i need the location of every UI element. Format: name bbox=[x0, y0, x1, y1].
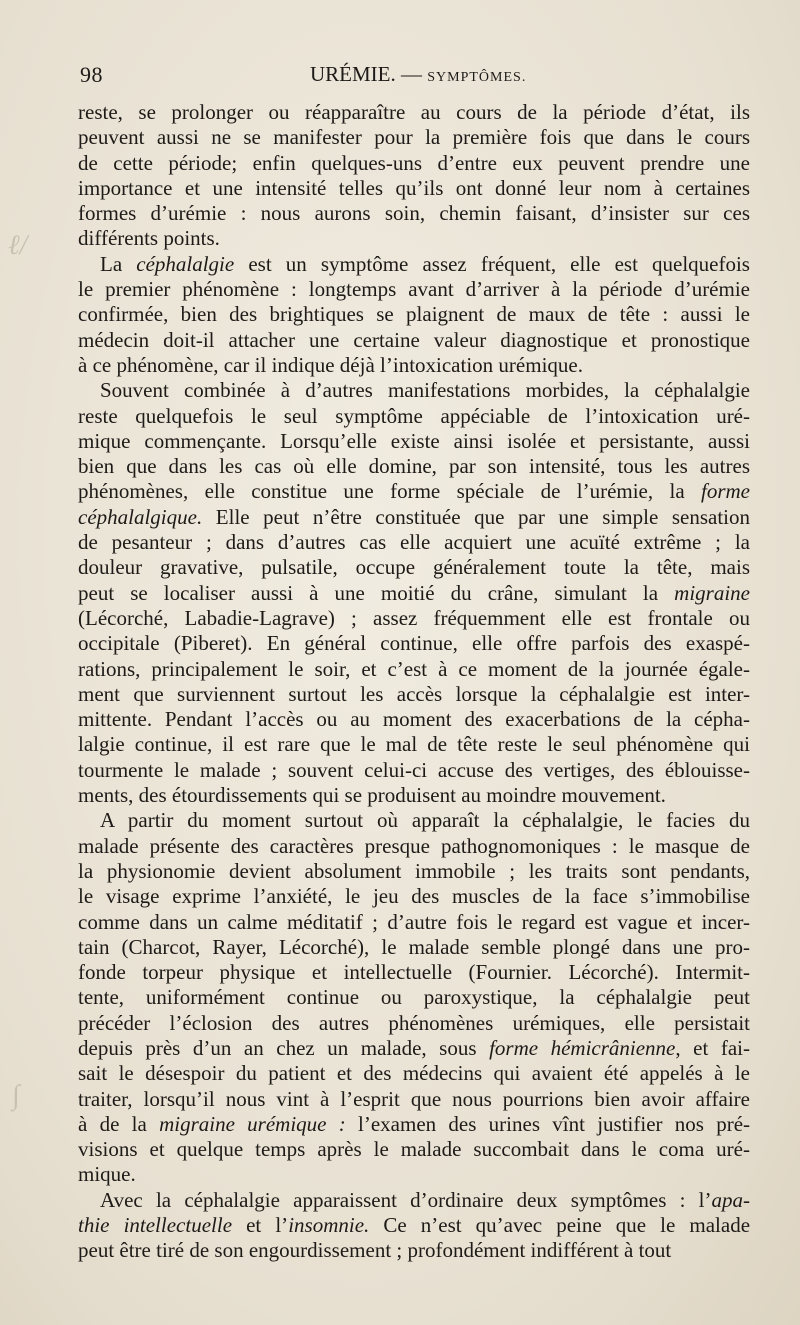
text-line: thie intellectuelle et l’insomnie. Ce n’est qu’avec peine que le malade bbox=[78, 1213, 751, 1238]
text-line: (Lécorché, Labadie-Lagrave) ; assez fréquemment elle est frontale ou bbox=[78, 605, 750, 630]
text-line: lalgie continue, il est rare que le mal de tête reste le seul phénomène qui bbox=[78, 732, 750, 757]
text-line: malade présente des caractères presque pathognomoniques : le masque de bbox=[78, 833, 750, 858]
text-line: comme dans un calme méditatif ; d’autre fois le regard est vague et incer- bbox=[78, 909, 750, 934]
paragraph bbox=[78, 378, 750, 808]
text-line: le premier phénomène : longtemps avant d’arriver à la période d’urémie bbox=[78, 277, 750, 302]
margin-pencil-mark: ℓ/ bbox=[8, 230, 28, 261]
text-line: peuvent aussi ne se manifester pour la première fois que dans le cours bbox=[78, 125, 750, 150]
text-line: Avec la céphalalgie apparaissent d’ordinaire deux symptômes : l’apa- bbox=[100, 1187, 750, 1212]
text-line: fonde torpeur physique et intellectuelle (Fournier. Lécorché). Intermit- bbox=[78, 960, 750, 985]
text-line: reste quelquefois le seul symptôme appéciable de l’intoxication uré- bbox=[78, 403, 750, 428]
page-header bbox=[80, 62, 750, 92]
text-line: ments, des étourdissements qui se produisent au moindre mouvement. bbox=[78, 783, 666, 808]
text-line: céphalalgique. Elle peut n’être constituée que par une simple sensation bbox=[78, 504, 750, 529]
text-line: la physionomie devient absolument immobile ; les traits sont pendants, bbox=[78, 858, 750, 883]
running-head bbox=[310, 62, 526, 87]
text-line: occipitale (Piberet). En général continue, elle offre parfois des exaspé- bbox=[78, 631, 750, 656]
text-line: précéder l’éclosion des autres phénomènes urémiques, elle persistait bbox=[78, 1010, 750, 1035]
text-line: mittente. Pendant l’accès ou au moment des exacerbations de la cépha- bbox=[78, 707, 750, 732]
text-line: ment que surviennent surtout les accès lorsque la céphalalgie est inter- bbox=[78, 681, 750, 706]
text-line: mique. bbox=[78, 1162, 136, 1187]
text-line: reste, se prolonger ou réapparaître au cours de la période d’état, ils bbox=[78, 100, 750, 124]
text-line: La céphalalgie est un symptôme assez fréquent, elle est quelquefois bbox=[100, 251, 750, 276]
text-line: tourmente le malade ; souvent celui-ci accuse des vertiges, des éblouisse- bbox=[78, 757, 750, 782]
text-line: tente, uniformément continue ou paroxystique, la céphalalgie peut bbox=[78, 985, 750, 1010]
text-line: depuis près d’un an chez un malade, sous forme hémicrânienne, et fai- bbox=[78, 1035, 750, 1060]
paragraph bbox=[78, 252, 750, 378]
text-line: peut être tiré de son engourdissement ; profondément indifférent à tout bbox=[78, 1238, 672, 1263]
page-body-text bbox=[78, 100, 750, 1264]
text-line: traiter, lorsqu’il nous vint à l’esprit que nous pourrions bien avoir affaire bbox=[78, 1086, 750, 1111]
text-line: peut se localiser aussi à une moitié du crâne, simulant la migraine bbox=[78, 580, 750, 605]
text-line: douleur gravative, pulsatile, occupe généralement toute la tête, mais bbox=[78, 555, 750, 580]
text-line: A partir du moment surtout où apparaît la céphalalgie, le facies du bbox=[100, 808, 750, 833]
text-line: Souvent combinée à d’autres manifestations morbides, la céphalalgie bbox=[100, 378, 750, 403]
text-line: à de la migraine urémique : l’examen des urines vînt justifier nos pré- bbox=[78, 1111, 751, 1136]
text-line: sait le désespoir du patient et des médecins qui avaient été appelés à le bbox=[78, 1061, 750, 1086]
text-line: le visage exprime l’anxiété, le jeu des muscles de la face s’immobilise bbox=[78, 884, 750, 909]
margin-pencil-mark: ∫ bbox=[12, 1080, 20, 1111]
page-number: 98 bbox=[80, 62, 103, 87]
text-line: différents points. bbox=[78, 226, 220, 251]
paragraph bbox=[78, 808, 750, 1187]
text-line: visions et quelque temps après le malade succombait dans le coma uré- bbox=[78, 1137, 750, 1162]
running-head-sub: SYMPTÔMES. bbox=[427, 70, 527, 85]
paragraph bbox=[78, 1188, 750, 1264]
text-line: médecin doit-il attacher une certaine valeur diagnostique et pronostique bbox=[78, 327, 750, 352]
text-line: tain (Charcot, Rayer, Lécorché), le malade semble plongé dans une pro- bbox=[78, 934, 750, 959]
text-line: à ce phénomène, car il indique déjà l’intoxication urémique. bbox=[78, 352, 583, 377]
text-line: confirmée, bien des brightiques se plaignent de maux de tête : aussi le bbox=[78, 302, 750, 327]
text-line: importance et une intensité telles qu’ils ont donné leur nom à certaines bbox=[78, 175, 750, 200]
text-line: bien que dans les cas où elle domine, par son intensité, tous les autres bbox=[78, 454, 750, 479]
paragraph bbox=[78, 100, 750, 252]
text-line: rations, principalement le soir, et c’est à ce moment de la journée égale- bbox=[78, 656, 750, 681]
text-line: phénomènes, elle constitue une forme spéciale de l’urémie, la forme bbox=[78, 479, 750, 504]
text-line: mique commençante. Lorsqu’elle existe ainsi isolée et persistante, aussi bbox=[78, 428, 750, 453]
text-line: de pesanteur ; dans d’autres cas elle acquiert une acuïté extrême ; la bbox=[78, 530, 750, 555]
text-line: formes d’urémie : nous aurons soin, chemin faisant, d’insister sur ces bbox=[78, 201, 750, 226]
text-line: de cette période; enfin quelques-uns d’entre eux peuvent prendre une bbox=[78, 150, 750, 175]
running-head-main: URÉMIE. — bbox=[310, 62, 428, 86]
